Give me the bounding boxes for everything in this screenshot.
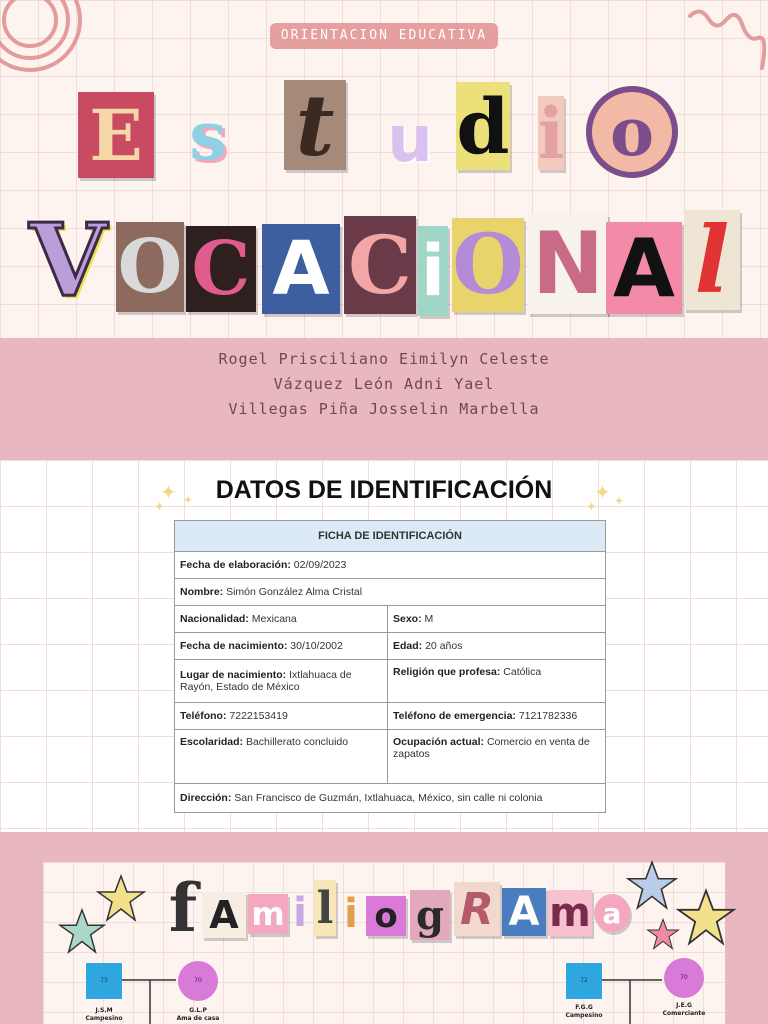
field-label: Nombre: xyxy=(180,586,224,598)
author-name: Villegas Piña Josselin Marbella xyxy=(228,400,540,418)
field-label: Nacionalidad: xyxy=(180,613,249,625)
field-label: Edad: xyxy=(393,640,423,652)
field-value: 7222153419 xyxy=(229,710,288,722)
sparkle-icon: ✦ xyxy=(594,480,611,504)
node-initials: G.L.P xyxy=(189,1007,207,1014)
title-letter: m xyxy=(549,890,591,936)
title-letter: a xyxy=(594,894,630,932)
field-label: Dirección: xyxy=(180,792,232,804)
title-letter: l xyxy=(684,210,740,310)
title-letter: o xyxy=(592,92,672,172)
title-letter: A xyxy=(202,892,246,938)
course-badge: ORIENTACION EDUCATIVA xyxy=(270,23,498,49)
field-label: Ocupación actual: xyxy=(393,736,485,748)
title-letter: O xyxy=(452,217,524,313)
node-initials: J.E.G xyxy=(676,1002,692,1009)
field-value: Católica xyxy=(503,666,542,678)
genogram-female-node: 70 xyxy=(178,961,218,1001)
field-value: Ixtlahuaca de Rayón, Estado de México xyxy=(180,669,352,693)
title-letter: A xyxy=(606,222,682,314)
genogram-female-node: 70 xyxy=(664,958,704,998)
title-letter: d xyxy=(456,81,510,171)
field-label: Fecha de elaboración: xyxy=(180,559,291,571)
field-label: Sexo: xyxy=(393,613,422,625)
sparkle-icon: ✦ xyxy=(614,494,625,508)
node-initials: F.G.G xyxy=(575,1004,593,1011)
title-letter: C xyxy=(344,216,416,314)
node-occupation: Comerciante xyxy=(662,1010,706,1017)
field-label: Religión que profesa: xyxy=(393,666,501,678)
title-letter: N xyxy=(528,214,608,314)
field-label: Teléfono de emergencia: xyxy=(393,710,516,722)
field-label: Escolaridad: xyxy=(180,736,244,748)
field-value: Simón González Alma Cristal xyxy=(226,586,363,598)
genogram-male-node: 73 xyxy=(86,963,122,999)
title-letter: t xyxy=(284,80,346,170)
field-label: Lugar de nacimiento: xyxy=(180,669,287,681)
title-letter: i xyxy=(418,226,448,316)
field-value: 02/09/2023 xyxy=(293,559,347,571)
title-letter: A xyxy=(262,224,340,314)
title-letter: o xyxy=(366,896,406,936)
field-value: 7121782336 xyxy=(518,710,578,722)
field-label: Fecha de nacimiento: xyxy=(180,640,288,652)
sparkle-icon: ✦ xyxy=(183,493,194,507)
title-letter: R xyxy=(454,882,500,936)
title-letter: s xyxy=(189,97,227,175)
title-letter: O xyxy=(117,224,183,310)
field-value: 30/10/2002 xyxy=(290,640,343,652)
author-name: Vázquez León Adni Yael xyxy=(273,375,495,393)
field-value: 20 años xyxy=(425,640,463,652)
title-letter: i xyxy=(293,890,307,936)
field-label: Teléfono: xyxy=(180,710,227,722)
title-letter: i xyxy=(344,891,358,937)
field-value: Comercio en venta de zapatos xyxy=(393,736,590,760)
sparkle-icon: ✦ xyxy=(154,500,165,515)
field-value: San Francisco de Guzmán, Ixtlahuaca, México, sin calle ni colonia xyxy=(234,792,543,804)
node-occupation: Campesino xyxy=(85,1015,123,1022)
title-letter: E xyxy=(78,92,154,178)
field-value: Mexicana xyxy=(251,613,297,625)
genogram-male-node: 72 xyxy=(566,963,602,999)
title-letter: V xyxy=(29,201,107,319)
title-letter: C xyxy=(186,226,256,312)
sparkle-icon: ✦ xyxy=(160,480,177,504)
author-name: Rogel Prisciliano Eimilyn Celeste xyxy=(218,350,550,368)
title-letter: A xyxy=(502,888,546,936)
node-occupation: Campesino xyxy=(565,1012,603,1019)
title-letter: f xyxy=(168,869,198,947)
title-letter: l xyxy=(314,880,336,936)
node-occupation: Ama de casa xyxy=(176,1015,220,1022)
title-letter: g xyxy=(410,890,450,940)
title-letter: i xyxy=(537,91,565,175)
field-value: M xyxy=(424,613,434,625)
sparkle-icon: ✦ xyxy=(586,500,597,515)
table-title: FICHA DE IDENTIFICACIÓN xyxy=(175,521,606,552)
node-initials: J.S.M xyxy=(95,1007,113,1014)
title-letter: u xyxy=(387,103,433,177)
field-value: Bachillerato concluido xyxy=(245,736,349,748)
section-title: DATOS DE IDENTIFICACIÓN xyxy=(215,476,553,504)
title-letter: m xyxy=(248,894,288,934)
